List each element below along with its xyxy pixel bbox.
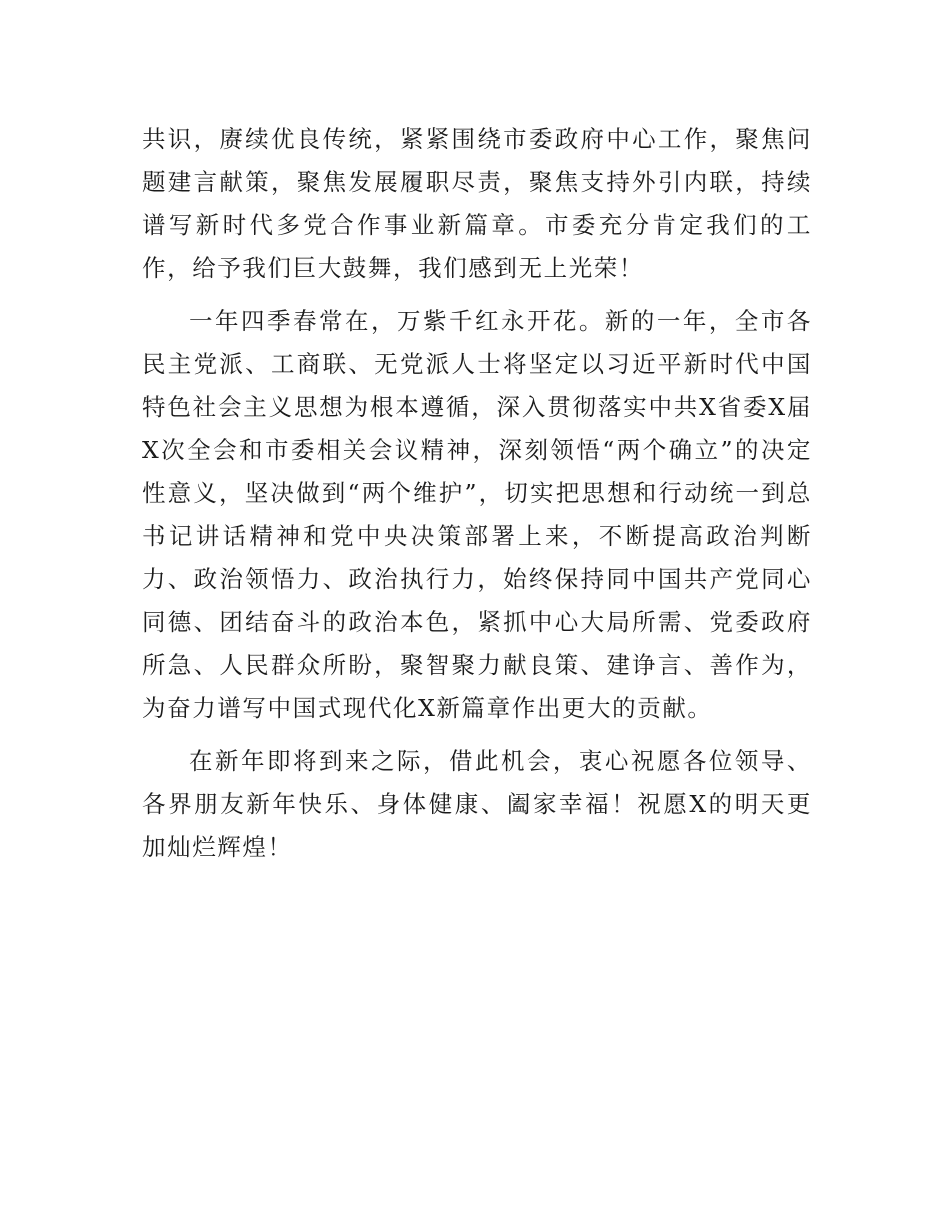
paragraph-new-year-wishes: 在新年即将到来之际，借此机会，衷心祝愿各位领导、各界朋友新年快乐、身体健康、阖家幸福！祝愿X的明天更加灿烂辉煌！ <box>142 747 812 861</box>
paragraph-continuation: 共识，赓续优良传统，紧紧围绕市委政府中心工作，聚焦问题建言献策，聚焦发展履职尽责，聚焦支持外引内联，持续谱写新时代多党合作事业新篇章。市委充分肯定我们的工作，给予我们巨大鼓舞，我们感到无上光荣！ <box>142 125 812 282</box>
document-body <box>142 118 812 879</box>
paragraph-new-year-outlook: 一年四季春常在，万紫千红永开花。新的一年，全市各民主党派、工商联、无党派人士将坚定以习近平新时代中国特色社会主义思想为根本遵循，深入贯彻落实中共X省委X届X次全会和市委相关会议精神，深刻领悟“两个确立”的决定性意义，坚决做到“两个维护”，切实把思想和行动统一到总书记讲话精神和党中央决策部署上来，不断提高政治判断力、政治领悟力、政治执行力，始终保持同中国共产党同心同德、团结奋斗的政治本色，紧抓中心大局所需、党委政府所急、人民群众所盼，聚智聚力献良策、建诤言、善作为，为奋力谱写中国式现代化X新篇章作出更大的贡献。 <box>142 307 812 722</box>
